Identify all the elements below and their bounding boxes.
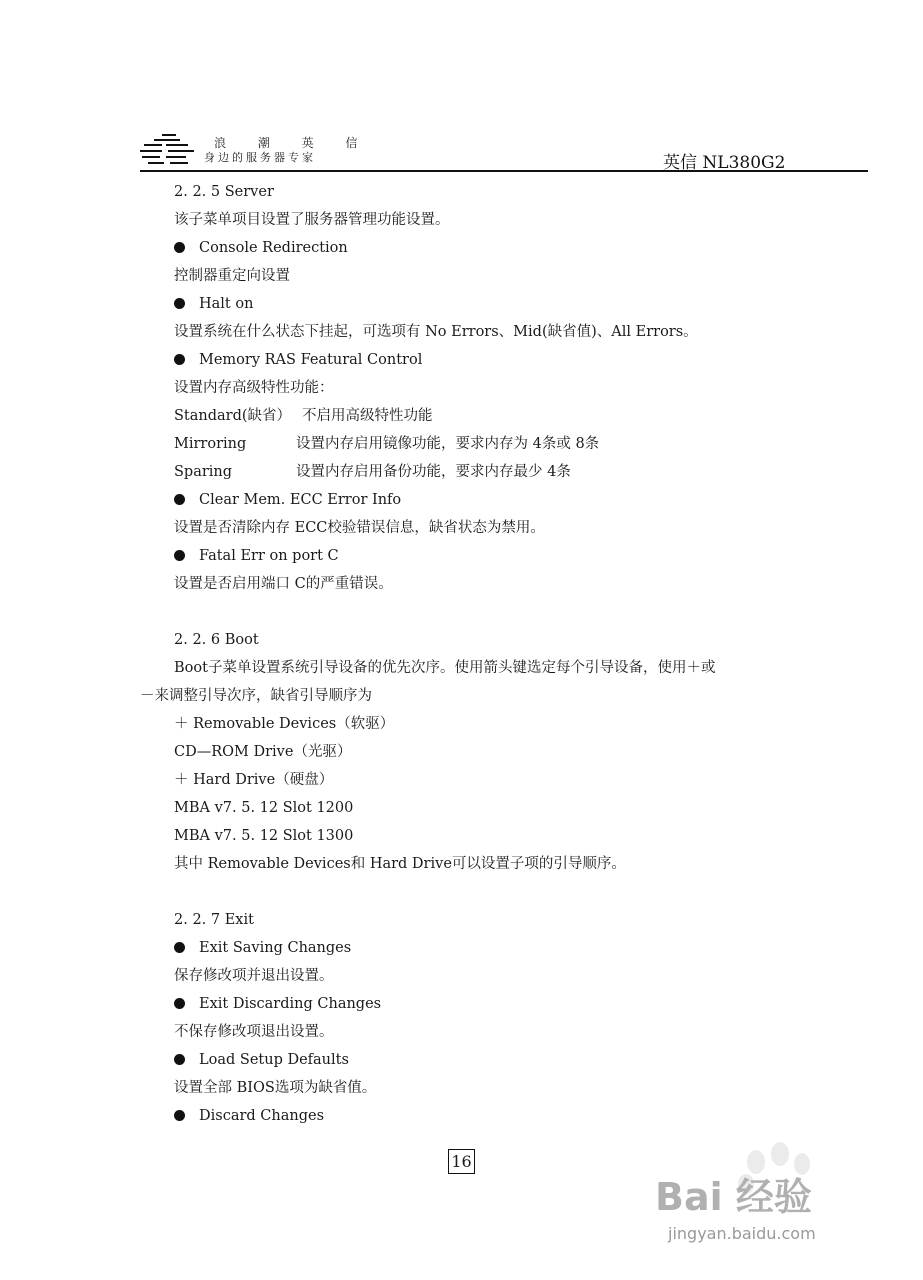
bullet-item-halt-on [174, 294, 253, 314]
watermark-url: jingyan.baidu.com [668, 1224, 816, 1243]
boot-paragraph-line2: －来调整引导次序，缺省引导顺序为 [140, 688, 372, 704]
exit-saving-desc: 保存修改项并退出设置。 [174, 968, 334, 984]
boot-order-item: MBA v7. 5. 12 Slot 1200 [174, 800, 354, 816]
exit-discarding-desc: 不保存修改项退出设置。 [174, 1024, 334, 1040]
bullet-icon [174, 942, 185, 953]
bullet-icon [174, 998, 185, 1009]
section-heading-boot: 2. 2. 6 Boot [174, 632, 259, 648]
bullet-icon [174, 242, 185, 253]
slogan-bottom: 身边的服务器专家 [204, 151, 316, 164]
fatal-desc: 设置是否启用端口 C的严重错误。 [174, 576, 393, 592]
boot-note: 其中 Removable Devices和 Hard Drive可以设置子项的引导顺序。 [174, 856, 626, 872]
memory-desc: 设置内存高级特性功能： [174, 380, 334, 396]
bullet-title: Discard Changes [199, 1108, 325, 1124]
bullet-title: Load Setup Defaults [199, 1052, 349, 1068]
bullet-item-fatal-err [174, 546, 339, 566]
bullet-title: Clear Mem. ECC Error Info [199, 492, 402, 508]
halt-desc: 设置系统在什么状态下挂起，可选项有 No Errors、Mid(缺省值)、All Errors。 [174, 324, 698, 340]
page-number: 16 [448, 1149, 475, 1174]
option-name: Sparing [174, 464, 233, 480]
bullet-title: Console Redirection [199, 240, 348, 256]
bullet-item-console-redirection [174, 238, 348, 258]
bullet-title: Exit Saving Changes [199, 940, 352, 956]
console-desc: 控制器重定向设置 [174, 268, 290, 284]
bullet-icon [174, 354, 185, 365]
server-intro: 该子菜单项目设置了服务器管理功能设置。 [174, 212, 450, 228]
section-heading-exit: 2. 2. 7 Exit [174, 912, 254, 928]
bullet-icon [174, 298, 185, 309]
bullet-icon [174, 1110, 185, 1121]
bullet-item-load-defaults [174, 1050, 349, 1070]
bullet-item-exit-saving [174, 938, 351, 958]
slogan-top: 浪 潮 英 信 [214, 136, 372, 150]
load-desc: 设置全部 BIOS选项为缺省值。 [174, 1080, 377, 1096]
boot-order-item: CD—ROM Drive（光驱） [174, 744, 352, 760]
boot-paragraph-line1: Boot子菜单设置系统引导设备的优先次序。使用箭头键选定每个引导设备，使用＋或 [174, 660, 716, 676]
bullet-icon [174, 494, 185, 505]
header-rule [140, 170, 868, 172]
clear-desc: 设置是否清除内存 ECC校验错误信息，缺省状态为禁用。 [174, 520, 545, 536]
memory-option-row [174, 406, 433, 426]
option-desc: 不启用高级特性功能 [302, 408, 433, 424]
bullet-item-discard-changes [174, 1106, 324, 1126]
product-title: 英信 NL380G2 [663, 153, 786, 173]
bullet-title: Halt on [199, 296, 254, 312]
bullet-icon [174, 1054, 185, 1065]
option-name: Mirroring [174, 436, 247, 452]
memory-option-row [174, 434, 600, 454]
boot-order-item: MBA v7. 5. 12 Slot 1300 [174, 828, 354, 844]
memory-option-row [174, 462, 571, 482]
option-name: Standard(缺省） [174, 408, 292, 424]
bullet-title: Memory RAS Featural Control [199, 352, 423, 368]
bullet-title: Exit Discarding Changes [199, 996, 382, 1012]
section-heading-server: 2. 2. 5 Server [174, 184, 274, 200]
boot-order-item: ＋ Hard Drive（硬盘） [174, 772, 334, 788]
bullet-title: Fatal Err on port C [199, 548, 339, 564]
option-desc: 设置内存启用备份功能，要求内存最少 4条 [296, 464, 571, 480]
bullet-item-memory-ras [174, 350, 422, 370]
option-desc: 设置内存启用镜像功能，要求内存为 4条或 8条 [296, 436, 600, 452]
boot-order-item: ＋ Removable Devices（软驱） [174, 716, 395, 732]
inspur-logo-icon [140, 132, 200, 168]
bullet-item-exit-discarding [174, 994, 381, 1014]
bullet-item-clear-ecc [174, 490, 401, 510]
bullet-icon [174, 550, 185, 561]
watermark-brand: Bai 经验 [655, 1175, 812, 1219]
